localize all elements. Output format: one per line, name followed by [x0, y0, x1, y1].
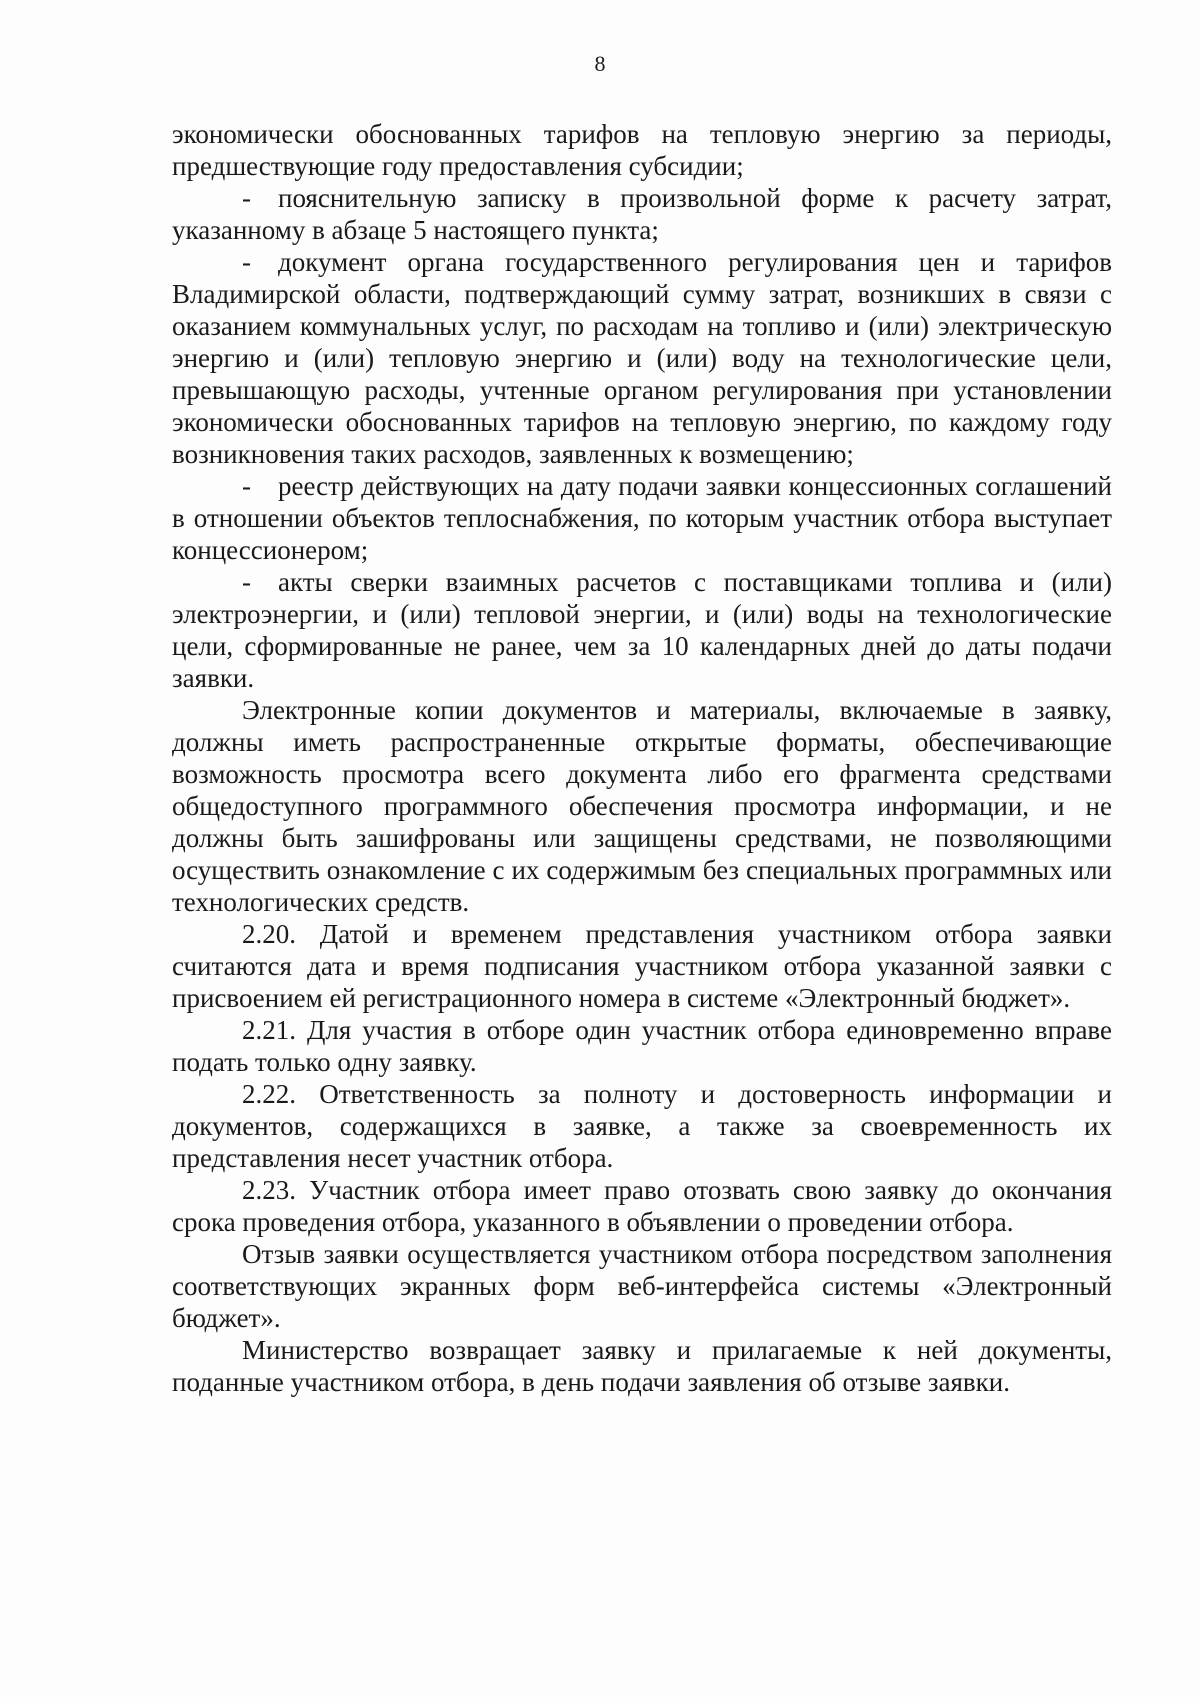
paragraph-2-22: 2.22. Ответственность за полноту и достоверность информации и документов, содержащихся в заявке, а также за своевременность их представления несет участник отбора. — [172, 1079, 1112, 1173]
paragraph-ministry-return: Министерство возвращает заявку и прилагаемые к ней документы, поданные участником отбора, в день подачи заявления об отзыве заявки. — [172, 1335, 1112, 1397]
list-item-text: документ органа государственного регулирования цен и тарифов Владимирской области, подтверждающий сумму затрат, возникших в связи с оказанием коммунальных услуг, по расходам на топливо и (или) электрическую энергию и (или) тепловую энергию и (или) воду на технологические цели, превышающую расходы, учтенные органом регулирования при установлении экономически обоснованных тарифов на тепловую энергию, по каждому году возникновения таких расходов, заявленных к возмещению; — [172, 247, 1112, 469]
list-item-text: пояснительную записку в произвольной форме к расчету затрат, указанному в абзаце 5 настоящего пункта; — [172, 183, 1112, 245]
list-item — [172, 566, 1112, 694]
paragraph-continuation: экономически обоснованных тарифов на тепловую энергию за периоды, предшествующие году предоставления субсидии; — [172, 119, 1112, 181]
list-dash: - — [242, 567, 251, 597]
list-item — [172, 470, 1112, 566]
list-dash: - — [242, 247, 251, 277]
list-item — [172, 246, 1112, 470]
document-body — [172, 118, 1112, 1398]
list-item-text: акты сверки взаимных расчетов с поставщиками топлива и (или) электроэнергии, и (или) тепловой энергии, и (или) воды на технологические цели, сформированные не ранее, чем за 10 календарных дней до даты подачи заявки. — [172, 567, 1112, 693]
paragraph-2-20: 2.20. Датой и временем представления участником отбора заявки считаются дата и время подписания участником отбора указанной заявки с присвоением ей регистрационного номера в системе «Электронный бюджет». — [172, 919, 1112, 1013]
list-item-text: реестр действующих на дату подачи заявки концессионных соглашений в отношении объектов теплоснабжения, по которым участник отбора выступает концессионером; — [172, 471, 1112, 565]
paragraph-2-21: 2.21. Для участия в отборе один участник отбора единовременно вправе подать только одну заявку. — [172, 1015, 1112, 1077]
list-dash: - — [242, 183, 251, 213]
paragraph-electronic-copies: Электронные копии документов и материалы, включаемые в заявку, должны иметь распространенные открытые форматы, обеспечивающие возможность просмотра всего документа либо его фрагмента средствами общедоступного программного обеспечения просмотра информации, и не должны быть зашифрованы или защищены средствами, не позволяющими осуществить ознакомление с их содержимым без специальных программных или технологических средств. — [172, 695, 1112, 917]
list-item — [172, 182, 1112, 246]
page-number: 8 — [594, 51, 606, 76]
paragraph-2-23: 2.23. Участник отбора имеет право отозвать свою заявку до окончания срока проведения отбора, указанного в объявлении о проведении отбора. — [172, 1175, 1112, 1237]
paragraph-withdrawal: Отзыв заявки осуществляется участником отбора посредством заполнения соответствующих экранных форм веб-интерфейса системы «Электронный бюджет». — [172, 1239, 1112, 1333]
list-dash: - — [242, 471, 251, 501]
